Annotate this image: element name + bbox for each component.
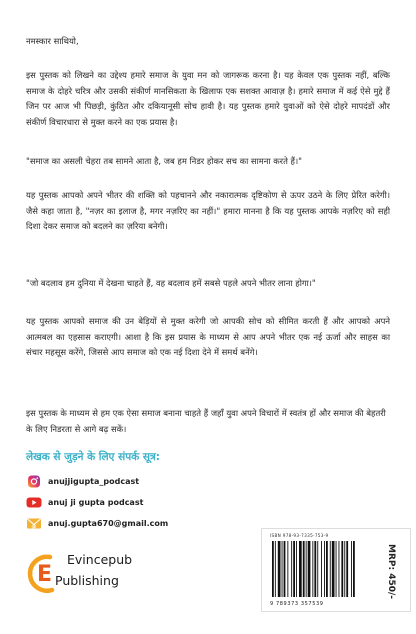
barcode bbox=[270, 541, 374, 599]
paragraph-2: यह पुस्तक आपको अपने भीतर की शक्ति को पहचानने और नकारात्मक दृष्टिकोण से ऊपर उठने के लिए प्रेरित करेगी। जैसे कहा जाता है, "नज़र का इलाज है, मगर नज़रिए का नहीं।" हमारा मानना है कि यह पुस्तक आपके नज़रिए को सही दिशा देकर समाज को बदलने का ज़रिया बनेगी। bbox=[26, 190, 390, 231]
quote-1: "समाज का असली चेहरा तब सामने आता है, जब हम निडर होकर सच का सामना करते हैं।" bbox=[26, 156, 303, 166]
isbn-label: ISBN 978-93-7335-753-9 bbox=[270, 533, 329, 538]
email-address: anuj.gupta670@gmail.com bbox=[48, 519, 169, 528]
greeting: नमस्कार साथियो, bbox=[26, 36, 79, 46]
youtube-contact[interactable] bbox=[26, 496, 143, 509]
barcode-area bbox=[261, 528, 411, 612]
isbn-number: 9 789373 357539 bbox=[270, 601, 324, 607]
instagram-handle: anujjigupta_podcast bbox=[48, 477, 140, 486]
instagram-icon bbox=[26, 475, 42, 488]
email-icon bbox=[26, 517, 42, 530]
intro-paragraph: इस पुस्तक को लिखने का उद्देश्य हमारे समाज के युवा मन को जागरूक करना है। यह केवल एक पुस्तक नहीं, बल्कि समाज के दोहरे चरित्र और उसकी संकीर्ण मानसिकता के खिलाफ एक सशक्त आवाज़ है। हमारे समाज में कई ऐसे मुद्दे हैं जिन पर आज भी पिछड़ी, कुंठित और दकियानूसी सोच हावी है। यह पुस्तक हमारे युवाओं को ऐसे दोहरे मापदंडों और संकीर्ण विचारधारा से मुक्त करने का एक प्रयास है। bbox=[26, 70, 390, 127]
paragraph-4: इस पुस्तक के माध्यम से हम एक ऐसा समाज बनाना चाहते हैं जहाँ युवा अपने विचारों में स्वतंत्र हों और समाज की बेहतरी के लिए निडरता से आगे बढ़ सकें। bbox=[26, 408, 386, 434]
publisher-name-line2: Publishing bbox=[55, 573, 119, 588]
quote-2: "जो बदलाव हम दुनिया में देखना चाहते हैं, वह बदलाव हमें सबसे पहले अपने भीतर लाना होगा।" bbox=[26, 278, 316, 288]
svg-text:@: @ bbox=[31, 524, 37, 530]
youtube-channel: anuj ji gupta podcast bbox=[48, 498, 144, 507]
publisher-name-line1: Evincepub bbox=[67, 552, 133, 567]
instagram-contact[interactable] bbox=[26, 475, 139, 488]
mrp-label: MRP: 450/- bbox=[386, 544, 396, 600]
email-contact[interactable] bbox=[26, 517, 168, 530]
paragraph-3: यह पुस्तक आपको समाज की उन बेड़ियों से मुक्त करेगी जो आपकी सोच को सीमित करती हैं और आपको अपने आत्मबल का एहसास कराएगी। आशा है कि इस प्रयास के माध्यम से आप अपने भीतर एक नई ऊर्जा और साहस का संचार महसूस करेंगे, जिससे आप समाज को एक नई दिशा देने में समर्थ बनेंगे। bbox=[26, 316, 390, 357]
contact-title: लेखक से जुड़ने के लिए संपर्क सूत्र: bbox=[26, 451, 160, 463]
youtube-icon bbox=[26, 496, 42, 509]
logo-letter: E bbox=[37, 562, 53, 587]
